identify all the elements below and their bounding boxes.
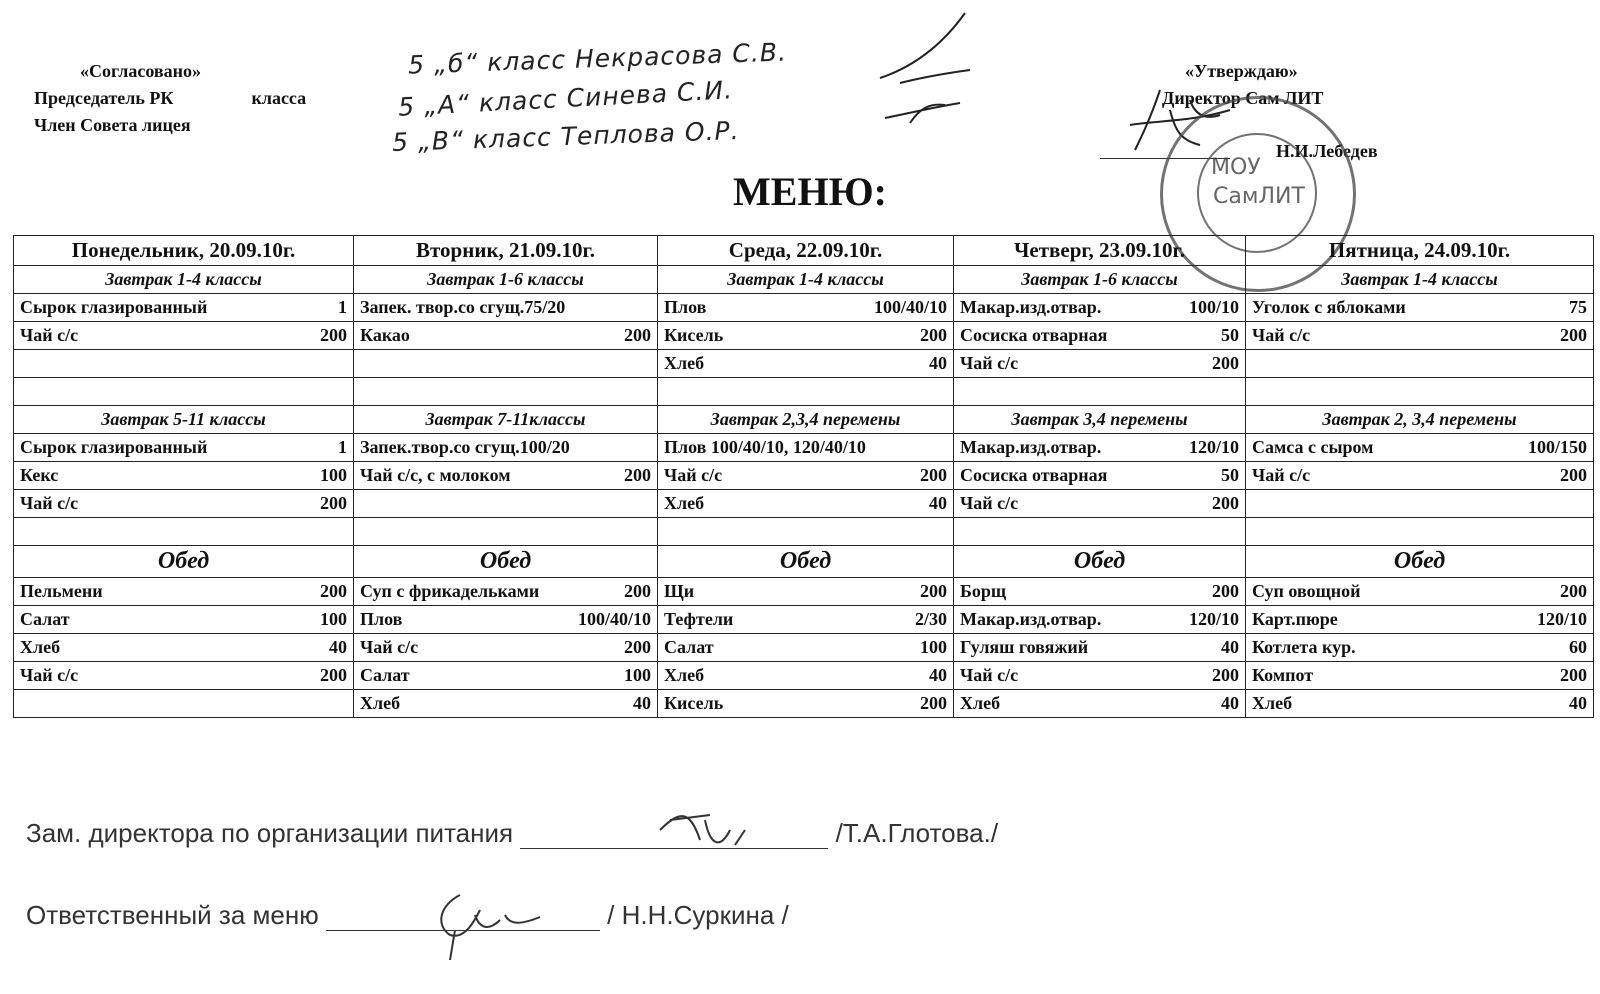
dish-portion: 100/40/10 — [873, 297, 947, 317]
dish-name: Хлеб — [960, 693, 1001, 713]
menu-item — [20, 493, 347, 514]
dish-name: Чай с/с — [1252, 465, 1311, 485]
dish-portion: 200 — [920, 325, 947, 345]
dish-portion: 200 — [1560, 581, 1587, 601]
menu-item — [360, 325, 651, 346]
menu-cell — [14, 606, 354, 634]
dish-name: Кисель — [664, 325, 724, 345]
dish-portion: 100 — [320, 465, 347, 485]
menu-cell — [1246, 462, 1594, 490]
dish-name: Чай с/с — [1252, 325, 1311, 345]
dish-portion: 40 — [929, 353, 947, 373]
dish-portion: 1 — [338, 297, 347, 317]
menu-cell — [658, 378, 954, 406]
dish-name: Плов — [360, 609, 403, 629]
menu-cell — [658, 518, 954, 546]
dish-name: Хлеб — [664, 493, 705, 513]
menu-cell — [354, 490, 658, 518]
dish-portion: 100/40/10 — [577, 609, 651, 629]
section-label: Завтрак 2, 3,4 перемены — [1246, 406, 1594, 434]
section-label: Обед — [954, 546, 1246, 578]
menu-cell — [1246, 350, 1594, 378]
section-label-row — [14, 546, 1594, 578]
menu-cell — [354, 690, 658, 718]
menu-item — [960, 609, 1239, 630]
menu-item — [360, 693, 651, 714]
dish-name: Макар.изд.отвар. — [960, 437, 1102, 457]
section-label: Завтрак 7-11классы — [354, 406, 658, 434]
menu-cell — [1246, 434, 1594, 462]
menu-item — [960, 465, 1239, 486]
menu-cell — [954, 294, 1246, 322]
dish-portion: 40 — [929, 493, 947, 513]
handwritten-line-2: 5 „А“ класс Синева С.И. — [397, 75, 734, 122]
menu-item — [664, 437, 947, 458]
menu-cell — [658, 578, 954, 606]
dish-name: Какао — [360, 325, 410, 345]
dish-name: Суп овощной — [1252, 581, 1361, 601]
dish-portion: 75 — [1569, 297, 1587, 317]
dish-portion: 100/150 — [1527, 437, 1587, 457]
menu-cell — [658, 462, 954, 490]
dish-name: Салат — [664, 637, 714, 657]
section-label: Обед — [658, 546, 954, 578]
menu-cell — [1246, 518, 1594, 546]
menu-item — [664, 353, 947, 374]
menu-cell — [954, 322, 1246, 350]
dish-portion: 200 — [320, 325, 347, 345]
dish-portion: 200 — [320, 493, 347, 513]
menu-item — [360, 465, 651, 486]
section-label: Завтрак 1-4 классы — [658, 266, 954, 294]
dish-portion: 120/10 — [1536, 609, 1587, 629]
menu-item — [1252, 665, 1587, 686]
menu-cell — [1246, 378, 1594, 406]
menu-item — [664, 693, 947, 714]
dish-portion: 2/30 — [914, 609, 947, 629]
day-header: Среда, 22.09.10г. — [658, 236, 954, 266]
section-label-row — [14, 406, 1594, 434]
menu-item — [360, 437, 651, 458]
chair-label: Председатель РК — [34, 88, 174, 108]
menu-cell — [954, 662, 1246, 690]
dish-name: Карт.пюре — [1252, 609, 1338, 629]
dish-name: Щи — [664, 581, 695, 601]
menu-row — [14, 462, 1594, 490]
menu-cell — [1246, 322, 1594, 350]
menu-cell — [354, 378, 658, 406]
menu-item — [1252, 637, 1587, 658]
menu-item — [960, 581, 1239, 602]
dish-name: Плов — [664, 297, 707, 317]
director-label: Директор Сам ЛИТ — [1162, 88, 1324, 108]
menu-item — [664, 325, 947, 346]
menu-item — [360, 581, 651, 602]
menu-row — [14, 634, 1594, 662]
menu-item — [664, 581, 947, 602]
menu-cell — [354, 518, 658, 546]
menu-item — [664, 637, 947, 658]
menu-item — [360, 609, 651, 630]
dish-name: Чай с/с — [20, 325, 79, 345]
dish-portion: 200 — [1560, 325, 1587, 345]
dish-name: Чай с/с — [664, 465, 723, 485]
menu-item — [1252, 609, 1587, 630]
dish-portion: 1 — [338, 437, 347, 457]
menu-cell — [658, 294, 954, 322]
dish-name: Запек.твор.со сгущ.100/20 — [360, 437, 570, 457]
menu-cell — [954, 490, 1246, 518]
dish-portion: 200 — [624, 637, 651, 657]
section-label: Завтрак 3,4 перемены — [954, 406, 1246, 434]
menu-cell — [354, 462, 658, 490]
handwritten-line-3: 5 „В“ класс Теплова О.Р. — [391, 115, 741, 158]
section-label: Обед — [354, 546, 658, 578]
menu-item — [960, 297, 1239, 318]
menu-cell — [1246, 578, 1594, 606]
footer-name-1: /Т.А.Глотова./ — [835, 818, 999, 848]
menu-cell — [14, 434, 354, 462]
dish-name: Салат — [20, 609, 70, 629]
menu-cell — [954, 634, 1246, 662]
member-label: Член Совета лицея — [34, 115, 191, 135]
day-header: Вторник, 21.09.10г. — [354, 236, 658, 266]
class-label: класса — [251, 88, 307, 108]
menu-item — [960, 325, 1239, 346]
dish-portion: 40 — [633, 693, 651, 713]
menu-cell — [658, 322, 954, 350]
menu-cell — [354, 350, 658, 378]
menu-row — [14, 294, 1594, 322]
section-label-row — [14, 266, 1594, 294]
menu-cell — [354, 294, 658, 322]
menu-cell — [1246, 606, 1594, 634]
dish-portion: 120/10 — [1188, 437, 1239, 457]
menu-cell — [658, 634, 954, 662]
menu-cell — [354, 634, 658, 662]
dish-portion: 200 — [920, 581, 947, 601]
stamp-text-2: СамЛИТ — [1213, 184, 1305, 209]
footer-line-2 — [26, 900, 789, 931]
dish-name: Хлеб — [1252, 693, 1293, 713]
menu-cell — [954, 462, 1246, 490]
menu-cell — [14, 294, 354, 322]
section-label: Завтрак 1-4 классы — [14, 266, 354, 294]
menu-cell — [354, 606, 658, 634]
menu-cell — [14, 578, 354, 606]
menu-row — [14, 322, 1594, 350]
dish-portion: 50 — [1221, 325, 1239, 345]
dish-portion: 200 — [1212, 493, 1239, 513]
menu-item — [1252, 581, 1587, 602]
menu-cell — [14, 634, 354, 662]
day-header-row — [14, 236, 1594, 266]
dish-name: Хлеб — [360, 693, 401, 713]
menu-cell — [658, 490, 954, 518]
menu-item — [664, 665, 947, 686]
menu-body — [14, 266, 1594, 718]
dish-name: Плов 100/40/10, 120/40/10 — [664, 437, 866, 457]
dish-name: Запек. твор.со сгущ.75/20 — [360, 297, 566, 317]
menu-cell — [658, 434, 954, 462]
dish-name: Сосиска отварная — [960, 465, 1108, 485]
menu-cell — [14, 690, 354, 718]
menu-cell — [354, 662, 658, 690]
dish-portion: 200 — [320, 581, 347, 601]
dish-portion: 200 — [624, 465, 651, 485]
menu-item — [664, 609, 947, 630]
menu-cell — [14, 322, 354, 350]
dish-portion: 40 — [1221, 693, 1239, 713]
day-header: Понедельник, 20.09.10г. — [14, 236, 354, 266]
menu-item — [20, 581, 347, 602]
page-title — [0, 168, 1600, 215]
dish-name: Сырок глазированный — [20, 297, 208, 317]
section-label: Завтрак 2,3,4 перемены — [658, 406, 954, 434]
menu-cell — [658, 606, 954, 634]
dish-name: Котлета кур. — [1252, 637, 1356, 657]
menu-item — [960, 493, 1239, 514]
dish-portion: 200 — [320, 665, 347, 685]
menu-row — [14, 606, 1594, 634]
dish-portion: 200 — [624, 325, 651, 345]
dish-portion: 40 — [1569, 693, 1587, 713]
menu-cell — [954, 350, 1246, 378]
menu-item — [20, 297, 347, 318]
menu-item — [360, 297, 651, 318]
dish-name: Макар.изд.отвар. — [960, 609, 1102, 629]
dish-portion: 200 — [1212, 353, 1239, 373]
menu-table — [13, 235, 1594, 718]
dish-name: Пельмени — [20, 581, 103, 601]
menu-item — [360, 665, 651, 686]
menu-item — [960, 437, 1239, 458]
dish-portion: 200 — [920, 693, 947, 713]
dish-portion: 40 — [329, 637, 347, 657]
dish-portion: 40 — [1221, 637, 1239, 657]
menu-item — [20, 325, 347, 346]
dish-portion: 200 — [1212, 665, 1239, 685]
footer-signature-1 — [650, 800, 770, 860]
menu-item — [1252, 297, 1587, 318]
menu-row — [14, 578, 1594, 606]
dish-portion: 200 — [1560, 665, 1587, 685]
menu-cell — [954, 606, 1246, 634]
menu-cell — [658, 350, 954, 378]
director-name: Н.И.Лебедев — [1276, 141, 1378, 161]
dish-name: Чай с/с — [960, 493, 1019, 513]
menu-cell — [954, 690, 1246, 718]
stamp-text-1: МОУ — [1211, 155, 1261, 180]
dish-name: Уголок с яблоками — [1252, 297, 1406, 317]
section-label: Завтрак 1-6 классы — [954, 266, 1246, 294]
approve-label: «Утверждаю» — [1185, 61, 1298, 81]
menu-cell — [354, 434, 658, 462]
menu-item — [664, 493, 947, 514]
menu-cell — [14, 662, 354, 690]
menu-item — [1252, 465, 1587, 486]
menu-row — [14, 350, 1594, 378]
footer-role-2: Ответственный за меню — [26, 900, 319, 930]
menu-item — [20, 665, 347, 686]
dish-portion: 120/10 — [1188, 609, 1239, 629]
dish-portion: 50 — [1221, 465, 1239, 485]
menu-cell — [954, 578, 1246, 606]
section-label: Обед — [14, 546, 354, 578]
section-label: Обед — [1246, 546, 1594, 578]
footer-role-1: Зам. директора по организации питания — [26, 818, 514, 848]
dish-name: Чай с/с, с молоком — [360, 465, 511, 485]
dish-portion: 40 — [929, 665, 947, 685]
menu-item — [664, 465, 947, 486]
dish-name: Хлеб — [664, 665, 705, 685]
dish-portion: 100 — [920, 637, 947, 657]
menu-item — [960, 693, 1239, 714]
section-label: Завтрак 1-6 классы — [354, 266, 658, 294]
menu-cell — [1246, 690, 1594, 718]
dish-portion: 200 — [1212, 581, 1239, 601]
menu-cell — [1246, 490, 1594, 518]
dish-name: Суп с фрикадельками — [360, 581, 540, 601]
dish-name: Борщ — [960, 581, 1007, 601]
menu-item — [20, 465, 347, 486]
menu-cell — [658, 662, 954, 690]
menu-item — [360, 637, 651, 658]
dish-portion: 100 — [320, 609, 347, 629]
menu-item — [1252, 325, 1587, 346]
menu-cell — [658, 690, 954, 718]
menu-row — [14, 378, 1594, 406]
menu-row — [14, 434, 1594, 462]
section-label: Завтрак 1-4 классы — [1246, 266, 1594, 294]
dish-name: Чай с/с — [20, 665, 79, 685]
dish-name: Макар.изд.отвар. — [960, 297, 1102, 317]
menu-cell — [354, 578, 658, 606]
dish-portion: 200 — [920, 465, 947, 485]
menu-item — [960, 353, 1239, 374]
dish-name: Сырок глазированный — [20, 437, 208, 457]
footer-line-1 — [26, 818, 998, 849]
menu-item — [20, 609, 347, 630]
menu-item — [960, 665, 1239, 686]
dish-portion: 60 — [1569, 637, 1587, 657]
day-header: Пятница, 24.09.10г. — [1246, 236, 1594, 266]
dish-name: Чай с/с — [20, 493, 79, 513]
menu-cell — [1246, 662, 1594, 690]
dish-portion: 200 — [1560, 465, 1587, 485]
dish-name: Чай с/с — [960, 353, 1019, 373]
dish-portion: 100/10 — [1188, 297, 1239, 317]
menu-cell — [954, 434, 1246, 462]
approved-label: «Согласовано» — [80, 61, 201, 81]
menu-cell — [354, 322, 658, 350]
menu-cell — [14, 462, 354, 490]
menu-cell — [1246, 634, 1594, 662]
menu-cell — [14, 350, 354, 378]
dish-name: Тефтели — [664, 609, 734, 629]
footer-signature-2 — [420, 875, 560, 965]
signature-scribble — [870, 8, 980, 138]
dish-portion: 100 — [624, 665, 651, 685]
dish-name: Хлеб — [20, 637, 61, 657]
menu-item — [20, 637, 347, 658]
handwritten-line-1: 5 „б“ класс Некрасова С.В. — [407, 37, 788, 80]
menu-row — [14, 490, 1594, 518]
dish-name: Чай с/с — [960, 665, 1019, 685]
day-header: Четверг, 23.09.10г. — [954, 236, 1246, 266]
section-label: Завтрак 5-11 классы — [14, 406, 354, 434]
dish-name: Кисель — [664, 693, 724, 713]
dish-portion: 200 — [624, 581, 651, 601]
footer-name-2: / Н.Н.Суркина / — [607, 900, 789, 930]
dish-name: Чай с/с — [360, 637, 419, 657]
menu-row — [14, 518, 1594, 546]
menu-row — [14, 662, 1594, 690]
dish-name: Компот — [1252, 665, 1314, 685]
menu-item — [1252, 437, 1587, 458]
menu-cell — [14, 518, 354, 546]
dish-name: Сосиска отварная — [960, 325, 1108, 345]
menu-cell — [1246, 294, 1594, 322]
title-text: МЕНЮ: — [733, 169, 887, 214]
menu-cell — [954, 518, 1246, 546]
menu-cell — [14, 378, 354, 406]
menu-item — [664, 297, 947, 318]
menu-item — [960, 637, 1239, 658]
dish-name: Самса с сыром — [1252, 437, 1374, 457]
dish-name: Гуляш говяжий — [960, 637, 1089, 657]
dish-name: Кекс — [20, 465, 59, 485]
approval-block — [34, 58, 306, 139]
dish-name: Хлеб — [664, 353, 705, 373]
menu-cell — [14, 490, 354, 518]
menu-row — [14, 690, 1594, 718]
menu-item — [20, 437, 347, 458]
dish-name: Салат — [360, 665, 410, 685]
menu-item — [1252, 693, 1587, 714]
menu-cell — [954, 378, 1246, 406]
